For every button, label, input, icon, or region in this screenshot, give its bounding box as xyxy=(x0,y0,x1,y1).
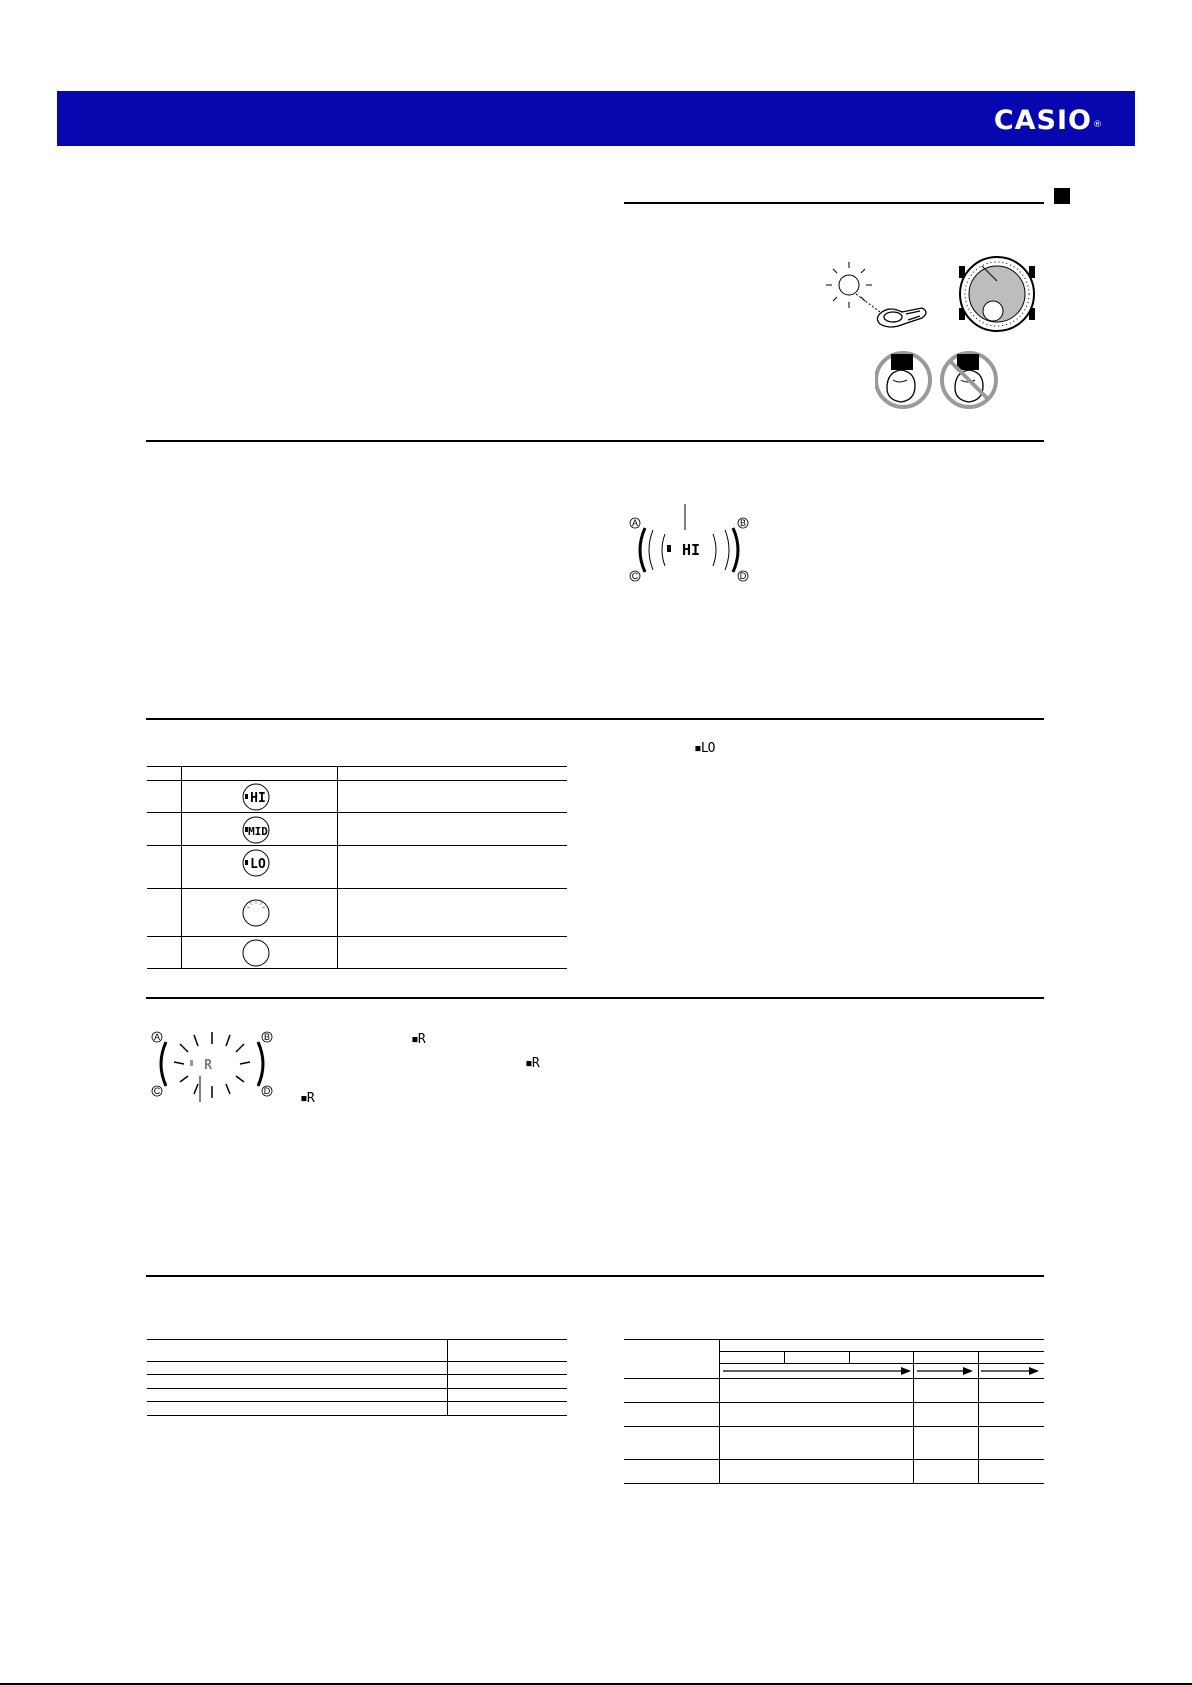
table-row xyxy=(241,816,271,844)
inline-r-indicator-1: ▪R xyxy=(411,1032,425,1047)
power-level-table xyxy=(147,766,567,969)
button-b-label: B xyxy=(739,518,747,528)
button-a-label: A xyxy=(631,518,639,528)
button-c-label: C xyxy=(631,571,639,581)
recover-button-a-label: A xyxy=(153,1032,161,1042)
registered-mark: ® xyxy=(1093,120,1103,130)
prohibited-hand-icon xyxy=(942,353,996,407)
arrow-right-icon xyxy=(721,1366,1044,1376)
inline-r-indicator-2: ▪R xyxy=(525,1056,539,1071)
inline-lo-indicator: ▪LO xyxy=(694,741,715,756)
watch-face-solar-cell xyxy=(952,256,1042,336)
table-row xyxy=(241,938,271,968)
header-banner xyxy=(57,91,1135,146)
brand-name: CASIO xyxy=(993,105,1092,136)
solar-watch-icon xyxy=(877,308,926,327)
sun-charging-illustration xyxy=(820,250,940,340)
section-rule-power-display xyxy=(146,440,1044,442)
section-rule-charging-times xyxy=(146,1275,1044,1277)
recover-button-d-label: D xyxy=(263,1086,271,1096)
section-rule-charging xyxy=(624,202,1044,204)
table-mid-indicator: MID xyxy=(248,825,268,838)
table-lo-indicator: LO xyxy=(250,857,266,872)
section-rule-recover xyxy=(146,997,1044,999)
watch-display-hi xyxy=(625,500,755,585)
allowed-hand-icon xyxy=(876,353,930,407)
table-row xyxy=(241,849,271,877)
table-row xyxy=(241,783,271,811)
flashing-rays-icon xyxy=(174,1032,250,1098)
casio-logo xyxy=(994,105,1103,136)
table-row xyxy=(241,897,271,927)
section-marker xyxy=(1054,188,1070,204)
inline-r-indicator-3: ▪R xyxy=(300,1091,314,1106)
recover-button-c-label: C xyxy=(153,1086,161,1096)
button-d-label: D xyxy=(739,571,747,581)
watch-display-recover xyxy=(150,1030,275,1105)
section-rule-power-levels xyxy=(146,718,1044,720)
exposure-level-table xyxy=(147,1339,567,1419)
table-hi-indicator: HI xyxy=(250,791,266,806)
lcd-recover-text: R xyxy=(204,1058,212,1073)
recover-button-b-label: B xyxy=(263,1032,271,1042)
sun-icon xyxy=(826,262,872,308)
charging-time-table xyxy=(624,1339,1044,1485)
lcd-hi-text: HI xyxy=(681,541,701,559)
hand-placement-illustration xyxy=(875,350,1005,410)
